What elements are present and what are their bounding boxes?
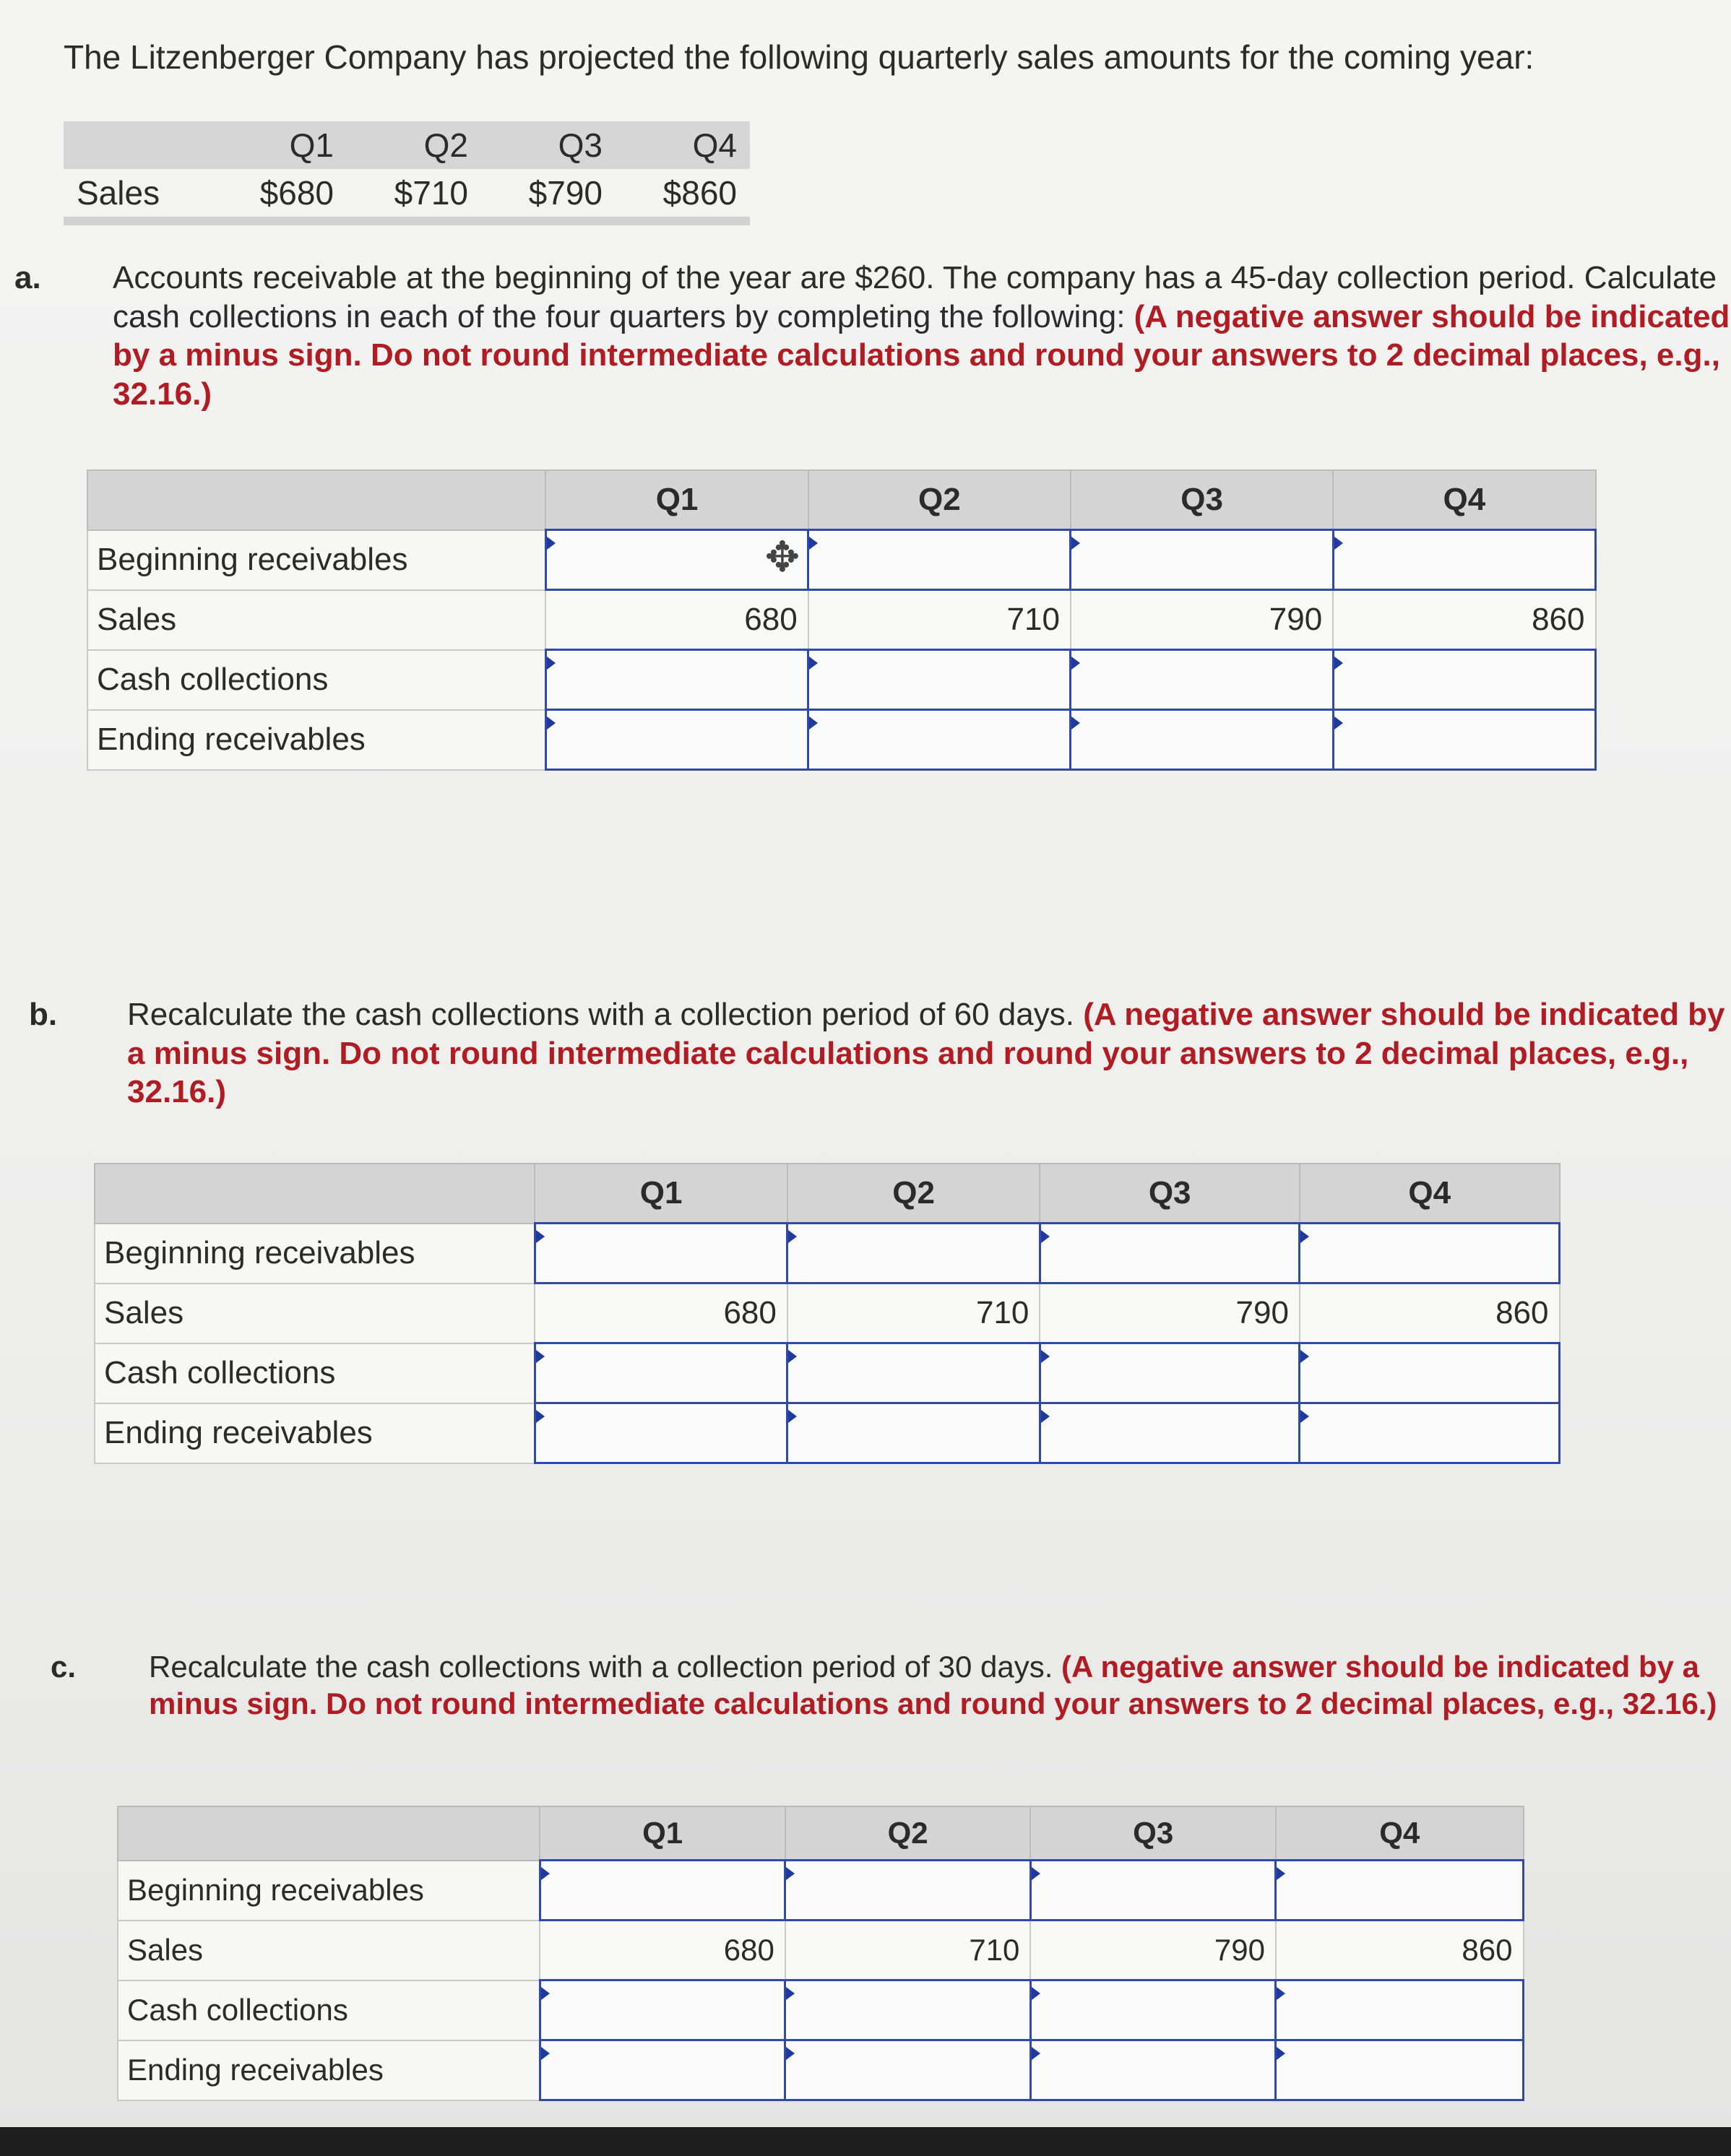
calc-c-ending-q4-input[interactable]: [1276, 2040, 1524, 2100]
calc-c-sales-q2: 710: [785, 1921, 1031, 1980]
sales-value-q3: $790: [528, 174, 603, 212]
calc-c-collections-q2-input[interactable]: [785, 1980, 1031, 2040]
calc-c-row-ending: [118, 2040, 1524, 2100]
calc-b-ending-q4-input[interactable]: [1300, 1403, 1560, 1463]
calc-a-collections-q4-input[interactable]: [1333, 650, 1595, 710]
sales-table-corner: [64, 121, 212, 169]
calc-a-beginning-q4-input[interactable]: [1333, 530, 1595, 590]
calc-table-c: [117, 1806, 1524, 2101]
calc-b-beginning-q3-input[interactable]: [1040, 1224, 1300, 1283]
calc-b-label-sales: Sales: [95, 1283, 535, 1343]
calc-c-row-collections: [118, 1980, 1524, 2040]
calc-c-row-sales: [118, 1921, 1524, 1980]
calc-b-beginning-q1-input[interactable]: [535, 1224, 787, 1283]
calc-a-row-ending: [87, 710, 1596, 770]
calc-c-ending-q1-input[interactable]: [540, 2040, 785, 2100]
calc-a-row-sales: [87, 590, 1596, 650]
calc-b-row-sales: [95, 1283, 1560, 1343]
calc-b-sales-q2: 710: [787, 1283, 1040, 1343]
calc-c-collections-q1-input[interactable]: [540, 1980, 785, 2040]
calc-table-b: [94, 1163, 1561, 1464]
calc-a-ending-q3-input[interactable]: [1071, 710, 1333, 770]
calc-b-ending-q1-input[interactable]: [535, 1403, 787, 1463]
question-b-letter: b.: [29, 997, 58, 1032]
sales-row-label: Sales: [77, 174, 160, 212]
calc-c-sales-q3: 790: [1030, 1921, 1276, 1980]
calc-a-corner: [87, 470, 545, 530]
calc-b-beginning-q2-input[interactable]: [787, 1224, 1040, 1283]
calc-b-header-q1: Q1: [535, 1164, 787, 1224]
calc-b-row-ending: [95, 1403, 1560, 1463]
calc-c-ending-q3-input[interactable]: [1030, 2040, 1276, 2100]
calc-a-label-collections: Cash collections: [87, 650, 545, 710]
calc-a-header-row: [87, 470, 1596, 530]
question-a: [14, 259, 1731, 414]
question-c-letter: c.: [51, 1650, 77, 1684]
calc-b-label-collections: Cash collections: [95, 1343, 535, 1403]
move-cursor-icon: ✥: [764, 534, 800, 581]
sales-header-q3: Q3: [558, 126, 603, 164]
calc-b-ending-q2-input[interactable]: [787, 1403, 1040, 1463]
calc-b-header-q2: Q2: [787, 1164, 1040, 1224]
sales-value-q1: $680: [259, 174, 334, 212]
calc-a-label-beginning: Beginning receivables: [87, 530, 545, 590]
calc-b-corner: [95, 1164, 535, 1224]
sales-table-row: [64, 169, 750, 221]
calc-b-label-beginning: Beginning receivables: [95, 1224, 535, 1283]
calc-c-corner: [118, 1806, 540, 1861]
calc-c-collections-q4-input[interactable]: [1276, 1980, 1524, 2040]
calc-a-label-sales: Sales: [87, 590, 545, 650]
calc-c-header-row: [118, 1806, 1524, 1861]
calc-c-row-beginning: [118, 1861, 1524, 1921]
calc-b-row-beginning: [95, 1224, 1560, 1283]
calc-a-label-ending: Ending receivables: [87, 710, 545, 770]
question-b: [29, 995, 1731, 1112]
calc-a-sales-q4: 860: [1333, 590, 1595, 650]
calc-c-label-collections: Cash collections: [118, 1980, 540, 2040]
calc-c-beginning-q4-input[interactable]: [1276, 1861, 1524, 1921]
calc-a-collections-q1-input[interactable]: [545, 650, 808, 710]
screen-bezel-edge: [0, 2127, 1731, 2156]
calc-a-header-q4: Q4: [1333, 470, 1595, 530]
calc-a-beginning-q2-input[interactable]: [808, 530, 1071, 590]
calc-b-header-row: [95, 1164, 1560, 1224]
calc-table-a: [87, 469, 1597, 771]
sales-table-header-row: [64, 121, 750, 169]
calc-b-collections-q2-input[interactable]: [787, 1343, 1040, 1403]
calc-b-beginning-q4-input[interactable]: [1300, 1224, 1560, 1283]
calc-c-sales-q1: 680: [540, 1921, 785, 1980]
calc-c-label-beginning: Beginning receivables: [118, 1861, 540, 1921]
calc-a-ending-q2-input[interactable]: [808, 710, 1071, 770]
calc-a-header-q3: Q3: [1071, 470, 1333, 530]
calc-c-label-sales: Sales: [118, 1921, 540, 1980]
calc-a-row-collections: [87, 650, 1596, 710]
calc-c-beginning-q1-input[interactable]: [540, 1861, 785, 1921]
calc-c-header-q1: Q1: [540, 1806, 785, 1861]
question-c-text: Recalculate the cash collections with a collection period of 30 days.: [149, 1650, 1062, 1684]
calc-b-collections-q1-input[interactable]: [535, 1343, 787, 1403]
calc-a-sales-q2: 710: [808, 590, 1071, 650]
calc-b-sales-q4: 860: [1300, 1283, 1560, 1343]
sales-value-q2: $710: [394, 174, 468, 212]
calc-b-ending-q3-input[interactable]: [1040, 1403, 1300, 1463]
calc-b-sales-q3: 790: [1040, 1283, 1300, 1343]
sales-header-q1: Q1: [289, 126, 334, 164]
calc-a-row-beginning: [87, 530, 1596, 590]
calc-c-collections-q3-input[interactable]: [1030, 1980, 1276, 2040]
sales-value-q4: $860: [662, 174, 737, 212]
question-a-instruction: (A negative answer should be indicated by a minus sign. Do not round intermediate calculations and round your answers to 2 decimal places, e.g., 32.16.): [113, 298, 1730, 412]
calc-c-ending-q2-input[interactable]: [785, 2040, 1031, 2100]
calc-b-row-collections: [95, 1343, 1560, 1403]
calc-a-sales-q3: 790: [1071, 590, 1333, 650]
question-a-text: Accounts receivable at the beginning of the year are $260. The company has a 45-day collection period. Calculate cash collections in each of the four quarters by completing the following:: [113, 260, 1717, 334]
calc-a-sales-q1: 680: [545, 590, 808, 650]
calc-a-collections-q2-input[interactable]: [808, 650, 1071, 710]
calc-b-label-ending: Ending receivables: [95, 1403, 535, 1463]
calc-a-collections-q3-input[interactable]: [1071, 650, 1333, 710]
problem-intro: The Litzenberger Company has projected the following quarterly sales amounts for the coming year:: [64, 38, 1534, 76]
calc-c-beginning-q2-input[interactable]: [785, 1861, 1031, 1921]
question-a-letter: a.: [14, 260, 41, 295]
sales-header-q2: Q2: [423, 126, 468, 164]
calc-a-ending-q4-input[interactable]: [1333, 710, 1595, 770]
calc-a-header-q2: Q2: [808, 470, 1071, 530]
calc-b-sales-q1: 680: [535, 1283, 787, 1343]
calc-c-label-ending: Ending receivables: [118, 2040, 540, 2100]
calc-c-beginning-q3-input[interactable]: [1030, 1861, 1276, 1921]
calc-b-header-q4: Q4: [1300, 1164, 1560, 1224]
calc-b-collections-q3-input[interactable]: [1040, 1343, 1300, 1403]
calc-b-header-q3: Q3: [1040, 1164, 1300, 1224]
sales-header-q4: Q4: [692, 126, 737, 164]
calc-b-collections-q4-input[interactable]: [1300, 1343, 1560, 1403]
calc-c-sales-q4: 860: [1276, 1921, 1524, 1980]
calc-a-beginning-q1-input[interactable]: [545, 530, 808, 590]
calc-c-header-q3: Q3: [1030, 1806, 1276, 1861]
calc-a-ending-q1-input[interactable]: [545, 710, 808, 770]
question-b-instruction: (A negative answer should be indicated by a minus sign. Do not round intermediate calculations and round your answers to 2 decimal places, e.g., 32.16.): [127, 997, 1725, 1110]
question-c-instruction: (A negative answer should be indicated by a minus sign. Do not round intermediate calculations and round your answers to 2 decimal places, e.g., 32.16.): [149, 1650, 1717, 1721]
question-b-text: Recalculate the cash collections with a collection period of 60 days.: [127, 997, 1084, 1032]
question-c: [51, 1648, 1724, 1722]
calc-a-header-q1: Q1: [545, 470, 808, 530]
sales-projection-table: [64, 121, 750, 225]
calc-c-header-q2: Q2: [785, 1806, 1031, 1861]
calc-a-beginning-q3-input[interactable]: [1071, 530, 1333, 590]
calc-c-header-q4: Q4: [1276, 1806, 1524, 1861]
